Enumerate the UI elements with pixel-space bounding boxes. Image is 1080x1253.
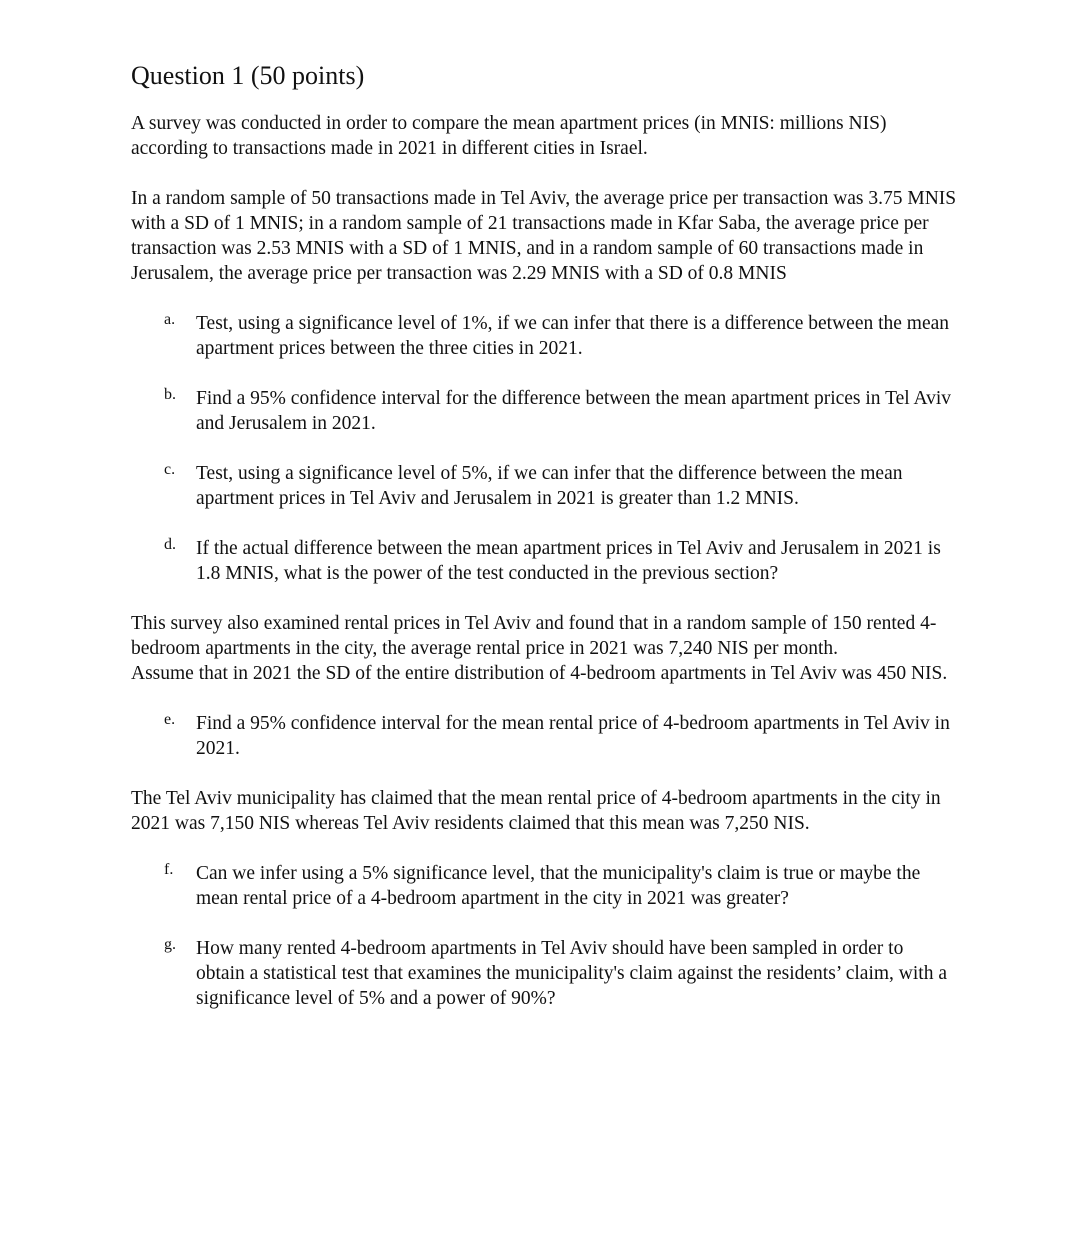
question-item-a bbox=[131, 311, 961, 361]
rental-paragraph: This survey also examined rental prices in Tel Aviv and found that in a random sample of 150 rented 4-bedroom apartments in the city, the average rental price in 2021 was 7,240 NIS per month. bbox=[131, 613, 937, 659]
question-list-a-d bbox=[131, 311, 961, 586]
question-item-b bbox=[131, 386, 961, 436]
question-text: Test, using a significance level of 5%, if we can infer that the difference between the mean apartment prices in Tel Aviv and Jerusalem in 2021 is greater than 1.2 MNIS. bbox=[196, 463, 903, 509]
question-letter: c. bbox=[164, 461, 176, 478]
question-letter: a. bbox=[164, 311, 176, 328]
question-item-c bbox=[131, 461, 961, 511]
question-letter: b. bbox=[164, 386, 176, 403]
question-letter: g. bbox=[164, 936, 176, 953]
question-list-f-g bbox=[131, 861, 961, 1011]
samples-paragraph: In a random sample of 50 transactions made in Tel Aviv, the average price per transaction was 3.75 MNIS with a SD of 1 MNIS; in a random sample of 21 transactions made in Kfar Saba, the average price per transaction was 2.53 MNIS with a SD of 1 MNIS, and in a random sample of 60 transactions made in Jerusalem, the average price per transaction was 2.29 MNIS with a SD of 0.8 MNIS bbox=[131, 188, 957, 284]
question-text: Find a 95% confidence interval for the difference between the mean apartment prices in Tel Aviv and Jerusalem in 2021. bbox=[196, 388, 952, 434]
question-letter: d. bbox=[164, 536, 176, 553]
question-title: Question 1 (50 points) bbox=[131, 61, 365, 90]
question-text: If the actual difference between the mean apartment prices in Tel Aviv and Jerusalem in 2021 is 1.8 MNIS, what is the power of the test conducted in the previous section? bbox=[196, 538, 941, 584]
intro-paragraph: A survey was conducted in order to compare the mean apartment prices (in MNIS: millions NIS) according to transactions made in 2021 in different cities in Israel. bbox=[131, 113, 887, 159]
assumption-paragraph: Assume that in 2021 the SD of the entire distribution of 4-bedroom apartments in Tel Aviv was 450 NIS. bbox=[131, 663, 948, 684]
document-page bbox=[131, 58, 961, 1036]
question-letter: e. bbox=[164, 711, 176, 728]
question-text: How many rented 4-bedroom apartments in Tel Aviv should have been sampled in order to obtain a statistical test that examines the municipality's claim against the residents’ claim, with a significance level of 5% and a power of 90%? bbox=[196, 938, 947, 1009]
question-item-g bbox=[131, 936, 961, 1011]
question-item-e bbox=[131, 711, 961, 761]
question-list-e bbox=[131, 711, 961, 761]
question-letter: f. bbox=[164, 861, 174, 878]
question-item-f bbox=[131, 861, 961, 911]
municipality-paragraph: The Tel Aviv municipality has claimed that the mean rental price of 4-bedroom apartments in the city in 2021 was 7,150 NIS whereas Tel Aviv residents claimed that this mean was 7,250 NIS. bbox=[131, 788, 941, 834]
question-text: Can we infer using a 5% significance level, that the municipality's claim is true or maybe the mean rental price of a 4-bedroom apartment in the city in 2021 was greater? bbox=[196, 863, 921, 909]
question-item-d bbox=[131, 536, 961, 586]
question-text: Find a 95% confidence interval for the mean rental price of 4-bedroom apartments in Tel Aviv in 2021. bbox=[196, 713, 950, 759]
question-text: Test, using a significance level of 1%, if we can infer that there is a difference between the mean apartment prices between the three cities in 2021. bbox=[196, 313, 950, 359]
